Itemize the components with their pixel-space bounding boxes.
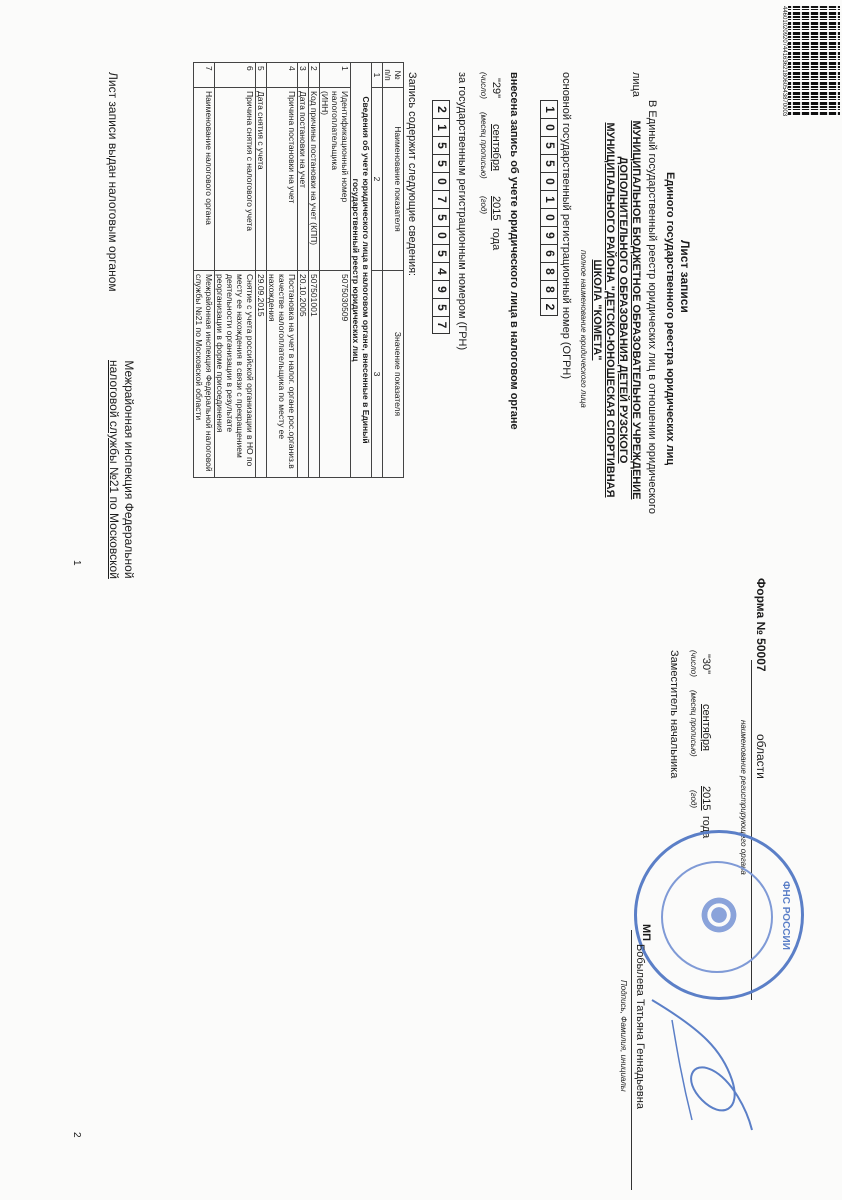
entry-year: 2015 xyxy=(490,196,502,221)
ogrn-digits xyxy=(540,100,558,316)
row-number: 5 xyxy=(256,63,267,88)
ogrn-digit: 5 xyxy=(540,136,558,154)
seal-text: ФНС РОССИИ xyxy=(780,881,791,950)
row-value-line: нахождения xyxy=(267,274,277,322)
signature xyxy=(632,990,762,1140)
title-line-1: Лист записи xyxy=(678,240,692,313)
org-name-line: МУНИЦИПАЛЬНОЕ БЮДЖЕТНОЕ ОБРАЗОВАТЕЛЬНОЕ УЧРЕЖДЕНИЕ xyxy=(630,120,642,500)
issued-by-cont: области xyxy=(754,734,768,779)
row-value-line: качестве налогоплательщика по месту ее xyxy=(277,274,287,440)
row-name-line: Дата постановки на учет xyxy=(298,91,308,188)
ogrn-digit: 0 xyxy=(540,208,558,226)
table-row xyxy=(320,63,351,478)
ogrn-digit: 1 xyxy=(540,190,558,208)
barcode xyxy=(778,6,840,136)
grn-digit: 5 xyxy=(432,136,450,154)
grn-digit: 5 xyxy=(432,244,450,262)
row-number: 1 xyxy=(320,63,351,88)
signer-name: Бобылева Татьяна Геннадьевна xyxy=(634,944,646,1109)
grn-digit: 9 xyxy=(432,280,450,298)
issue-year-caption: (год) xyxy=(689,790,698,809)
entry-month: сентября xyxy=(490,124,502,171)
grn-digit: 4 xyxy=(432,262,450,280)
official-seal xyxy=(634,830,804,1000)
issue-year: 2015 xyxy=(700,786,712,811)
ogrn-digit: 0 xyxy=(540,172,558,190)
ogrn-label: основной государственный регистрационный номер (ОГРН) xyxy=(560,72,572,380)
row-value-line: 20.10.2005 xyxy=(298,274,308,317)
row-value-line: Межрайонная инспекция Федеральной налоговой xyxy=(204,274,214,472)
ogrn-digit: 6 xyxy=(540,244,558,262)
row-value-line: службы №21 по Московской области xyxy=(194,274,204,421)
row-value xyxy=(256,271,267,478)
eagle-emblem-icon xyxy=(692,888,746,942)
row-name xyxy=(320,88,351,271)
entry-year-caption: (год) xyxy=(479,196,488,215)
row-value xyxy=(215,271,256,478)
number-cell: 1 xyxy=(372,63,383,88)
ogrn-digit: 5 xyxy=(540,154,558,172)
grn-digit: 2 xyxy=(432,100,450,118)
entry-day-caption: (число) xyxy=(479,72,488,99)
form-label: Форма № 50007 xyxy=(754,578,768,672)
table-row xyxy=(298,63,309,478)
table-row xyxy=(267,63,298,478)
table-row xyxy=(309,63,320,478)
issued-by-line: налоговой службы №21 по Московской xyxy=(107,360,121,579)
org-name-caption: полное наименование юридического лица xyxy=(579,250,588,408)
row-name xyxy=(267,88,298,271)
table-number-row xyxy=(372,63,383,478)
barcode-number: 446010209207441636218060543870003 xyxy=(781,6,787,117)
number-cell: 2 xyxy=(372,88,383,271)
contents-label: Запись содержит следующие сведения: xyxy=(406,72,418,277)
row-name xyxy=(215,88,256,271)
grn-digits xyxy=(432,100,450,334)
row-value xyxy=(309,271,320,478)
header-cell: Наименование показателя xyxy=(383,88,404,271)
grn-label: за государственным регистрационным номером (ГРН) xyxy=(456,72,468,351)
issued-by-line: Межрайонная инспекция Федеральной xyxy=(122,360,136,579)
ogrn-digit: 8 xyxy=(540,262,558,280)
row-value-line: 29.09.2015 xyxy=(256,274,266,317)
row-number: 6 xyxy=(215,63,256,88)
row-value xyxy=(320,271,351,478)
grn-digit: 5 xyxy=(432,154,450,172)
header-cell: Значение показателя xyxy=(383,271,404,478)
section-heading: Сведения об учете юридического лица в налоговом органе, внесенные в Единый государственный реестр юридических лиц xyxy=(351,63,372,478)
row-name xyxy=(309,88,320,271)
entry-day: "29" xyxy=(490,78,502,99)
row-value xyxy=(194,271,215,478)
row-value xyxy=(298,271,309,478)
barcode-image xyxy=(788,6,840,116)
grn-digit: 5 xyxy=(432,208,450,226)
row-name-line: Дата снятия с учета xyxy=(256,91,266,170)
row-number: 4 xyxy=(267,63,298,88)
grn-digit: 0 xyxy=(432,226,450,244)
records-table xyxy=(193,62,404,478)
signer-position: Заместитель начальника xyxy=(668,650,680,779)
signer-caption: Подпись, Фамилия, инициалы xyxy=(619,980,628,1092)
page-number: 1 xyxy=(71,560,82,566)
issue-day-caption: (число) xyxy=(689,650,698,677)
mp-label: МП xyxy=(640,924,652,942)
row-number: 2 xyxy=(309,63,320,88)
number-cell: 3 xyxy=(372,271,383,478)
row-value-line: 507501001 xyxy=(309,274,319,317)
ogrn-digit: 0 xyxy=(540,118,558,136)
org-name-line: ДОПОЛНИТЕЛЬНОГО ОБРАЗОВАНИЯ ДЕТЕЙ РУЗСКОГО xyxy=(617,156,629,464)
issue-year-suffix: года xyxy=(700,816,712,839)
table-section-row xyxy=(351,63,372,478)
ogrn-digit: 2 xyxy=(540,298,558,316)
row-name-line: Идентификационный номер налогоплательщика xyxy=(330,91,350,203)
grn-digit: 5 xyxy=(432,298,450,316)
row-name-line: Наименование налогового органа xyxy=(204,91,214,225)
intro-text-2: лица xyxy=(630,72,642,97)
title-line-2: Единого государственного реестра юридических лиц xyxy=(664,172,676,466)
table-header-row xyxy=(383,63,404,478)
table-row xyxy=(215,63,256,478)
issue-day: "30" xyxy=(700,654,712,675)
row-value-line: Снятие с учета российской организации в НО по xyxy=(245,274,255,467)
issued-by-value xyxy=(106,360,136,579)
page-number: 2 xyxy=(71,1132,82,1138)
org-name xyxy=(590,100,642,520)
issue-month-caption: (месяц прописью) xyxy=(689,690,698,757)
row-name-line: (ИНН) xyxy=(320,91,330,116)
row-name-line: Причина постановки на учет xyxy=(287,91,297,204)
ogrn-digit: 8 xyxy=(540,280,558,298)
issue-month: сентября xyxy=(700,704,712,751)
entry-month-caption: (месяц прописью) xyxy=(479,112,488,179)
table-row xyxy=(256,63,267,478)
row-number: 3 xyxy=(298,63,309,88)
row-value-line: Постановка на учет в налог. органе рос.организ.в xyxy=(287,274,297,469)
row-name xyxy=(256,88,267,271)
grn-digit: 7 xyxy=(432,190,450,208)
table-row xyxy=(194,63,215,478)
grn-digit: 7 xyxy=(432,316,450,334)
issuer-caption: наименование регистрирующего органа xyxy=(739,720,748,875)
org-name-line: МУНИЦИПАЛЬНОГО РАЙОНА "ДЕТСКО-ЮНОШЕСКАЯ СПОРТИВНАЯ xyxy=(604,122,616,498)
ogrn-digit: 1 xyxy=(540,100,558,118)
row-name-line: Причина снятия с налогового учета xyxy=(245,91,255,231)
record-title: внесена запись об учете юридического лица в налоговом органе xyxy=(508,72,520,430)
org-name-line: ШКОЛА "КОМЕТА" xyxy=(591,259,603,361)
header-cell: № п/п xyxy=(383,63,404,88)
row-value-line: 5075030509 xyxy=(340,274,350,322)
entry-year-suffix: года xyxy=(490,228,502,251)
ogrn-digit: 9 xyxy=(540,226,558,244)
grn-digit: 0 xyxy=(432,172,450,190)
issued-by-label: Лист записи выдан налоговым органом xyxy=(106,72,120,292)
grn-digit: 1 xyxy=(432,118,450,136)
row-name xyxy=(194,88,215,271)
row-name-line: Код причины постановки на учет (КПП) xyxy=(309,91,319,246)
row-value-line: месту ее нахождения в связи с прекращением xyxy=(235,274,245,458)
row-name xyxy=(298,88,309,271)
row-value-line: реорганизации в форме присоединения xyxy=(215,274,225,433)
signer-line xyxy=(631,930,632,1190)
row-value xyxy=(267,271,298,478)
row-number: 7 xyxy=(194,63,215,88)
intro-text: В Единый государственный реестр юридических лиц в отношении юридического xyxy=(646,100,658,514)
row-value-line: деятельности организации в результате xyxy=(225,274,235,433)
